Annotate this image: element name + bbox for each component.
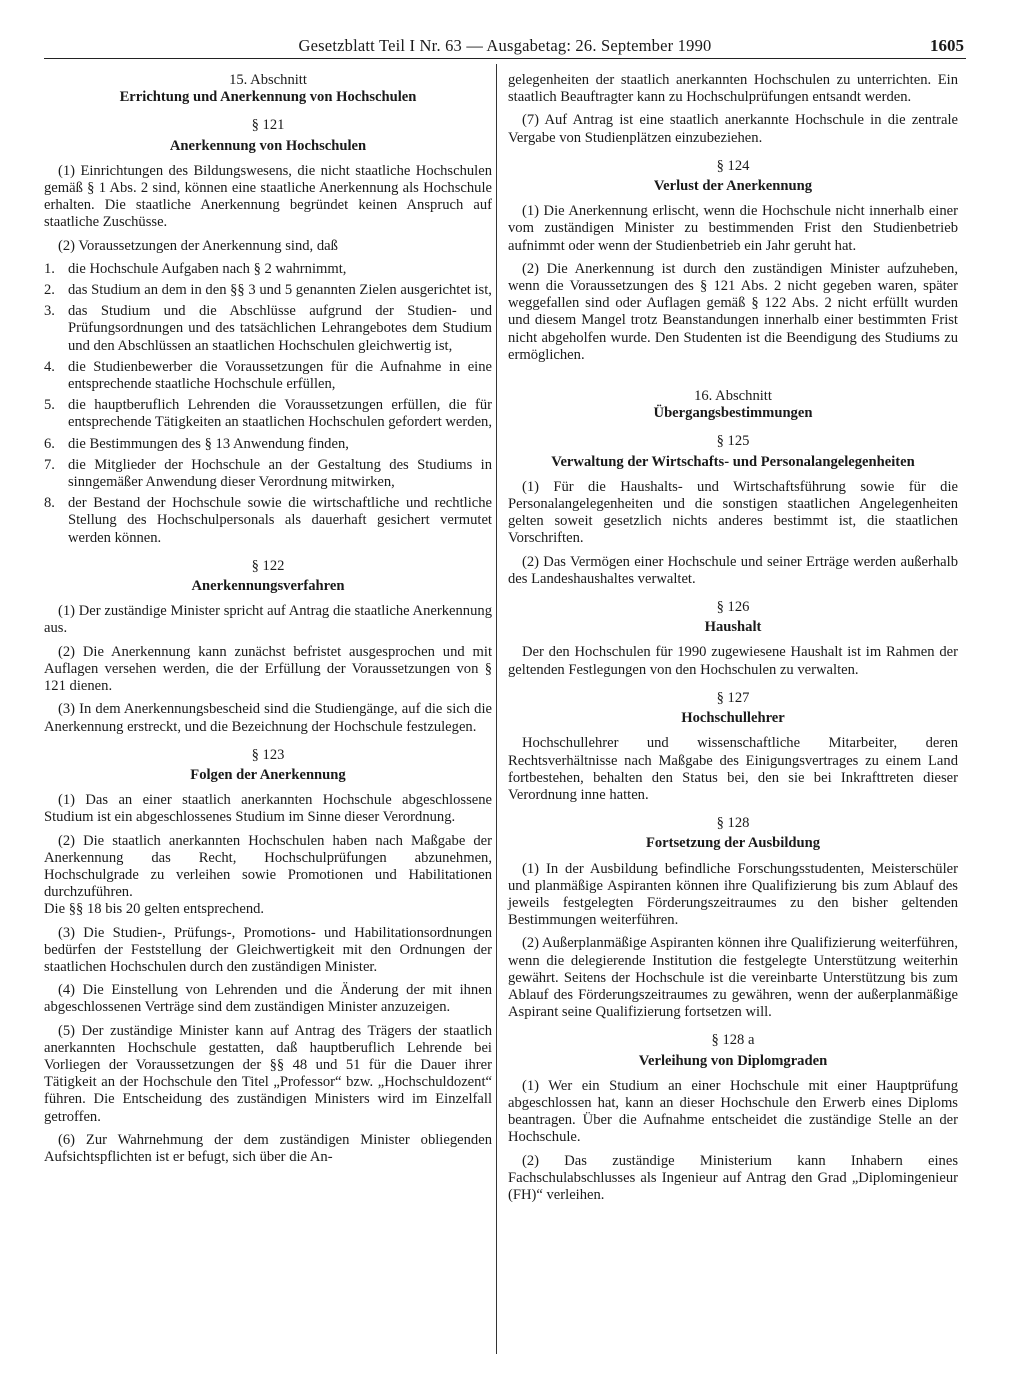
paragraph: Die §§ 18 bis 20 gelten entsprechend. (44, 901, 265, 918)
paragraph: (1) Für die Haushalts- und Wirtschaftsführung sowie für die Personalangelegenheiten und die sonstigen staatlichen Angelegenheiten gelten soweit gesetzlich nichts anderes bestimmt ist, die staatlichen Vorschriften. (508, 478, 958, 547)
list-item: 4. die Studienbewerber die Voraussetzungen für die Aufnahme in eine entsprechende staatliche Hochschule erfüllen, (44, 358, 492, 393)
section-title: Hochschullehrer (681, 710, 785, 727)
list-item: 6. die Bestimmungen des § 13 Anwendung finden, (44, 435, 349, 452)
section-number: § 121 (251, 117, 285, 134)
paragraph: gelegenheiten der staatlich anerkannten Hochschulen zu unterrichten. Ein staatlich Beauftragter kann zu Hochschulprüfungen entsandt werden. (508, 72, 958, 106)
section-title: Verwaltung der Wirtschafts- und Personalangelegenheiten (551, 453, 915, 470)
paragraph: (1) Der zuständige Minister spricht auf Antrag die staatliche Anerkennung aus. (44, 603, 492, 637)
section-number: § 128 (716, 815, 750, 832)
chapter-title: Errichtung und Anerkennung von Hochschulen (119, 89, 417, 106)
paragraph: (2) Die Anerkennung ist durch den zuständigen Minister aufzuheben, wenn die Voraussetzungen des § 121 Abs. 2 nicht gegeben waren, später weggefallen sind oder Auflagen gemäß § 122 Abs. 2 nicht erfüllt wurden und diesem Mangel trotz Beanstandungen innerhalb einer bestimmten Frist nicht abgeholfen wurde. Den Studenten ist die Beendigung des Studiums zu ermöglichen. (508, 260, 958, 363)
section-title: Verleihung von Diplomgraden (638, 1052, 828, 1069)
chapter-number: 16. Abschnitt (694, 388, 772, 405)
page-header (44, 36, 966, 59)
section-number: § 122 (251, 557, 285, 574)
list-item: 2. das Studium an dem in den §§ 3 und 5 genannten Zielen ausgerichtet ist, (44, 282, 492, 299)
paragraph: Hochschullehrer und wissenschaftliche Mitarbeiter, deren Rechtsverhältnisse nach Maßgabe des Einigungsvertrages zu einem Land fortbestehen, behalten den Status bei, den sie bei Inkrafttreten dieser Verordnung inne hatten. (508, 735, 958, 803)
paragraph: (1) In der Ausbildung befindliche Forschungsstudenten, Meisterschüler und planmäßige Aspiranten können ihre Qualifizierung bis zum Ablauf des jeweils festgelegten Förderungszeitraumes zu den bisher geltenden Bestimmungen weiterführen. (508, 860, 958, 929)
section-title: Anerkennung von Hochschulen (169, 137, 367, 154)
paragraph: (1) Das an einer staatlich anerkannten Hochschule abgeschlossene Studium ist ein abgeschlossenes Studium im Sinne dieser Verordnung. (44, 792, 492, 826)
paragraph: (5) Der zuständige Minister kann auf Antrag des Trägers der staatlich anerkannten Hochschule gestatten, daß hauptberuflich Lehrende bei Vorliegen der Voraussetzungen der §§ 48 und 51 für die Dauer ihrer Tätigkeit an der Hochschule den Titel „Professor“ bzw. „Hochschuldozent“ führen. Die Entscheidung des zuständigen Ministers wird im Einzelfall getroffen. (44, 1022, 492, 1125)
chapter-title: Übergangsbestimmungen (653, 405, 813, 422)
paragraph: (2) Das Vermögen einer Hochschule und seiner Erträge werden außerhalb des Landeshaushaltes verwaltet. (508, 553, 958, 587)
section-title: Haushalt (704, 619, 762, 636)
gazette-title: Gesetzblatt Teil I Nr. 63 — Ausgabetag: 26. September 1990 (298, 36, 712, 55)
paragraph: (6) Zur Wahrnehmung der dem zuständigen Minister obliegenden Aufsichtspflichten ist er befugt, sich über die An- (44, 1131, 492, 1165)
section-title: Verlust der Anerkennung (653, 178, 813, 195)
paragraph: (2) Die staatlich anerkannten Hochschulen haben nach Maßgabe der Anerkennung das Recht, Hochschulprüfungen abzunehmen, Hochschulgrade zu verleihen sowie Promotionen und Habilitationen durchzuführen. (44, 832, 492, 901)
section-number: § 126 (716, 599, 750, 616)
section-title: Anerkennungsverfahren (191, 578, 345, 595)
paragraph: (3) In dem Anerkennungsbescheid sind die Studiengänge, auf die sich die Anerkennung erstreckt, und die Bezeichnung der Hochschule festzulegen. (44, 701, 492, 735)
paragraph: (1) Wer ein Studium an einer Hochschule mit einer Hauptprüfung abgeschlossen hat, kann an dieser Hochschule den Erwerb eines Diploms beantragen. Über die Aufnahme entscheidet die zuständige Stelle an der Hochschule. (508, 1077, 958, 1146)
section-number: § 125 (716, 433, 750, 450)
right-column (508, 72, 958, 1210)
paragraph: Der den Hochschulen für 1990 zugewiesene Haushalt ist im Rahmen der geltenden Festlegungen von den Hochschulen zu verwalten. (508, 644, 958, 678)
paragraph: (2) Die Anerkennung kann zunächst befristet ausgesprochen und mit Auflagen versehen werden, die der Erfüllung der Voraussetzungen von § 121 dienen. (44, 643, 492, 695)
list-item: 3. das Studium und die Abschlüsse aufgrund der Studien- und Prüfungsordnungen und des tatsächlichen Lehrangebotes dem Studium und den Abschlüssen an staatlichen Hochschulen gleichwertig ist, (44, 303, 492, 354)
section-number: § 127 (716, 689, 750, 706)
paragraph: (2) Außerplanmäßige Aspiranten können ihre Qualifizierung weiterführen, wenn die delegierende Institution die festgelegte Unterstützung weiterhin gewährt. Seitens der Hochschule ist die vereinbarte Unterstützung bis zum Ablauf des Förderungszeitraumes zu gewähren, wenn der außerplanmäßige Aspirant seine Qualifizierung fortsetzen will. (508, 935, 958, 1021)
list-item: 1. die Hochschule Aufgaben nach § 2 wahrnimmt, (44, 260, 347, 277)
column-divider (496, 64, 497, 1354)
paragraph: (3) Die Studien-, Prüfungs-, Promotions- und Habilitationsordnungen bedürfen der Feststellung der Gleichwertigkeit mit den Ordnungen der staatlichen Hochschulen durch den zuständigen Minister. (44, 924, 492, 975)
section-title: Folgen der Anerkennung (190, 766, 346, 783)
section-title: Fortsetzung der Ausbildung (645, 835, 821, 852)
section-number: § 124 (716, 157, 750, 174)
paragraph: (4) Die Einstellung von Lehrenden und die Änderung der mit ihnen abgeschlossenen Verträge sind dem zuständigen Minister anzuzeigen. (44, 982, 492, 1016)
paragraph: (2) Das zuständige Ministerium kann Inhabern eines Fachschulabschlusses als Ingenieur auf Antrag den Grad „Diplomingenieur (FH)“ verleihen. (508, 1152, 958, 1203)
chapter-number: 15. Abschnitt (229, 72, 307, 88)
section-number: § 128 a (711, 1032, 755, 1049)
paragraph: (1) Die Anerkennung erlischt, wenn die Hochschule nicht innerhalb einer vom zuständigen Minister zu bestimmenden Frist den Studienbetrieb aufnimmt oder wenn der Studienbetrieb ein Jahr geruht hat. (508, 203, 958, 254)
list-item: 7. die Mitglieder der Hochschule an der Gestaltung des Studiums in sinngemäßer Anwendung dieser Verordnung mitwirken, (44, 456, 492, 491)
requirements-list (44, 261, 492, 547)
paragraph: (2) Voraussetzungen der Anerkennung sind, daß (58, 237, 338, 254)
list-item: 8. der Bestand der Hochschule sowie die wirtschaftliche und rechtliche Stellung des Hochschulpersonals als dauerhaft gesichert vermutet werden können. (44, 495, 492, 546)
section-number: § 123 (251, 746, 285, 763)
paragraph: (1) Einrichtungen des Bildungswesens, die nicht staatliche Hochschulen gemäß § 1 Abs. 2 sind, können eine staatliche Anerkennung als Hochschule erhalten. Die staatliche Anerkennung begründet keinen Anspruch auf staatliche Zuschüsse. (44, 162, 492, 231)
left-column (44, 72, 492, 1172)
list-item: 5. die hauptberuflich Lehrenden die Voraussetzungen erfüllen, die für entsprechende Tätigkeiten an staatlichen Hochschulen gefordert werden, (44, 397, 492, 431)
paragraph: (7) Auf Antrag ist eine staatlich anerkannte Hochschule in die zentrale Vergabe von Studienplätzen einzubeziehen. (508, 112, 958, 146)
page-number: 1605 (930, 36, 964, 55)
